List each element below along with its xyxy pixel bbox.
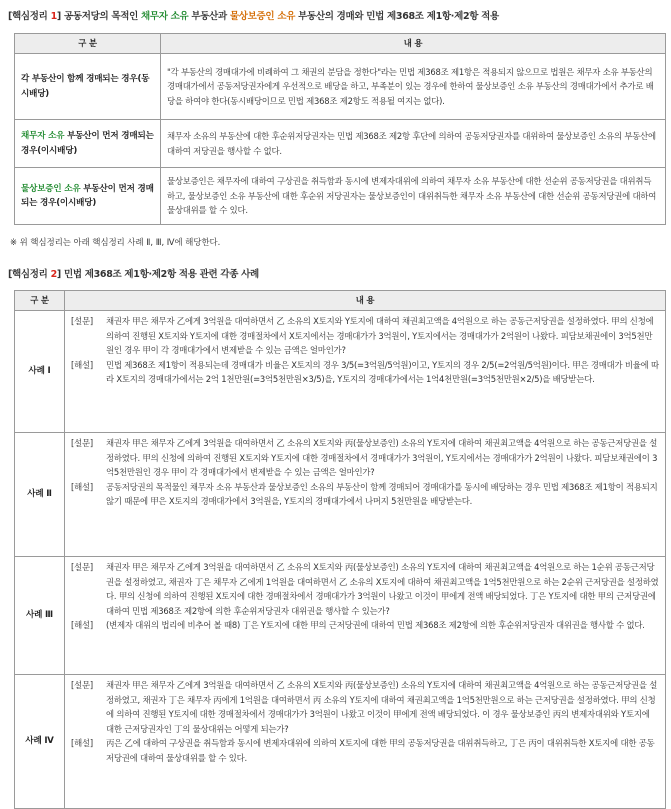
summary1-title-a: 공동저당의 목적인	[60, 11, 141, 22]
question-text: 채권자 甲은 채무자 乙에게 3억원을 대여하면서 乙 소유의 X토지와 丙(물상보증인) 소유의 Y토지에 대하여 채권최고액을 4억원으로 하는 공동근저당권을 설정하였다. 甲의 신청에 의하여 진행된 X토지와 Y토지에 대한 경매절차에서 경매대가가 3억원이, Y토지에서는 경매대가가 2억원이 나왔다. 피담보채권에이 3억5천만원인 경우 甲이 각 경매대가에서 변제받을 수 있는 금액은 얼마인가?	[106, 438, 658, 477]
case-question	[71, 560, 659, 618]
table-row	[15, 120, 666, 168]
summary2-table	[14, 290, 666, 809]
row-category	[15, 54, 161, 120]
question-tag: [설문]	[71, 438, 93, 448]
case-row	[15, 433, 666, 557]
question-tag: [설문]	[71, 562, 93, 572]
question-text: 채권자 甲은 채무자 乙에게 3억원을 대여하면서 乙 소유의 X토지와 丙(물상보증인) 소유의 Y토지에 대하여 채권최고액을 4억원으로 하는 공동근저당권을 설정하였고, 채권자 丁은 채무자 丙에게 1억원을 대여하면서 丙 소유의 Y토지에 대하여 채권최고액을 1억5천만원으로 하는 근저당권을 설정하였다. 甲의 신청에 의하여 진행된 Y토지에 대한 경매절차에서 경매대가가 3억원이 나왔고 이것이 甲에게 전액 배당되었다. 이 경우 물상보증인 丙의 변제자대위와 Y토지에 대한 근저당권자인 丁의 물상대위는 어떻게 되는가?	[106, 680, 658, 734]
case-answer	[71, 358, 659, 387]
col-content: 내 용	[161, 34, 666, 54]
answer-tag: [해설]	[71, 359, 93, 370]
table-row	[15, 168, 666, 225]
row-content: 채무자 소유의 부동산에 대한 후순위저당권자는 민법 제368조 제2항 후단에 의하여 공동저당권자를 대위하여 물상보증인 소유의 부동산에 대하여 저당권을 행사할 수 없다.	[161, 120, 666, 168]
summary1-title	[8, 8, 499, 22]
question-tag: [설문]	[71, 680, 93, 690]
case-row	[15, 311, 666, 433]
summary1-debtor-owned: 채무자 소유	[140, 11, 189, 22]
case-label: 사례 Ⅰ	[15, 311, 65, 433]
case-body	[65, 557, 666, 675]
summary1-title-c: 부동산의 경매와 민법 제368조 제1항·제2항 적용	[295, 11, 499, 22]
row-category-text: 부동산이 먼저 경매되는 경우(이시배당)	[21, 183, 154, 208]
case-answer	[71, 618, 659, 633]
summary1-note: ※ 위 핵심정리는 아래 핵심정리 사례 Ⅱ, Ⅲ, Ⅳ에 해당한다.	[10, 237, 221, 247]
summary1-header-row	[15, 34, 666, 54]
summary1-title-b: 부동산과	[188, 11, 230, 22]
row-category	[15, 120, 161, 168]
row-category-highlight: 채무자 소유	[21, 131, 65, 141]
col-category: 구 분	[15, 34, 161, 54]
case-answer	[71, 480, 659, 509]
summary1-surety-owned: 물상보증인 소유	[229, 11, 296, 22]
question-text: 채권자 甲은 채무자 乙에게 3억원을 대여하면서 乙 소유의 X토지와 丙(물상보증인) 소유의 Y토지에 대하여 채권최고액을 4억원으로 하는 1순위 공동근저당권을 설정하였고, 채권자 丁은 채무자 乙에게 1억원을 대여하면서 乙 소유의 X토지에 대하여 채권최고액을 1억5천만원으로 하는 2순위 근저당권을 설정하였다. 甲의 신청에 의하여 진행된 X토지에 대한 경매절차에서 경매대가가 3억원이 나왔고 이것이 甲에게 전액 배당되었다. 丁은 Y토지에 대한 甲의 근저당권에 대하여 민법 제368조 제2항에 의한 후순위저당권자 대위권을 행사할 수 있는가?	[106, 562, 659, 616]
case-row	[15, 557, 666, 675]
row-content: 물상보증인은 채무자에 대하여 구상권을 취득함과 동시에 변제자대위에 의하여 채무자 소유 부동산에 대한 선순위 공동저당권을 대위취득하고, 물상보증인 소유 부동산에 대한 후순위 저당권자는 물상보증인이 대위취득한 채무자 소유 부동산에 대한 선순위 공동저당권에 대하여 물상대위를 할 수 있다.	[161, 168, 666, 225]
answer-text: 丙은 乙에 대하여 구상권을 취득함과 동시에 변제자대위에 의하여 X토지에 대한 甲의 공동저당권을 대위취득하고, 丁은 丙이 대위취득한 X토지에 대한 공동저당권에 대하여 물상대위를 할 수 있다.	[106, 738, 655, 763]
case-body	[65, 311, 666, 433]
summary2-title-text: 민법 제368조 제1항·제2항 적용 관련 각종 사례	[60, 269, 259, 280]
case-question	[71, 314, 659, 358]
row-content: "각 부동산의 경매대가에 비례하여 그 채권의 분담을 정한다"라는 민법 제368조 제1항은 적용되지 않으므로 법원은 채무자 소유 부동산의 경매대가에서 공동저당권자에게 우선적으로 배당을 하고, 부족분이 있는 경우에 한하여 물상보증인 소유 부동산의 경매대가에서 추가로 배당을 하여야 한다(동시배당이므로 민법 제368조 제2항도 적용될 여지는 없다).	[161, 54, 666, 120]
row-category	[15, 168, 161, 225]
question-tag: [설문]	[71, 316, 93, 326]
question-text: 채권자 甲은 채무자 乙에게 3억원을 대여하면서 乙 소유의 X토지와 Y토지에 대하여 채권최고액을 4억원으로 하는 공동근저당권을 설정하였다. 甲의 신청에 의하여 진행된 X토지와 Y토지에 대한 경매절차에서 X토지에서는 경매대가가 3억원이, Y토지에서는 경매대가가 2억원이 나왔다. 피담보채권에이 3억5천만원인 경우 甲이 각 경매대가에서 변제받을 수 있는 금액은 얼마인가?	[106, 316, 654, 355]
case-label: 사례 Ⅱ	[15, 433, 65, 557]
summary1-label-open: [핵심정리	[8, 11, 48, 22]
case-body	[65, 433, 666, 557]
row-category-text: 각 부동산이 함께 경매되는 경우(동시배당)	[21, 74, 150, 99]
case-question	[71, 436, 659, 480]
col-content: 내 용	[65, 291, 666, 311]
answer-text: 공동저당권의 목적물인 채무자 소유 부동산과 물상보증인 소유의 부동산이 함께 경매되어 경매대가를 동시에 배당하는 경우 민법 제368조 제1항이 적용되지 않기 때문에 甲은 X토지의 경매대가에서 3억원을, Y토지의 경매대가에서 나머지 5천만원을 배당받는다.	[106, 481, 658, 506]
answer-text: (변제자 대위의 법리에 비추어 볼 때8) 丁은 Y토지에 대한 甲의 근저당권에 대하여 민법 제368조 제2항에 의한 후순위저당권자 대위권을 행사할 수 없다.	[106, 620, 645, 630]
case-question	[71, 678, 659, 736]
case-label: 사례 Ⅲ	[15, 557, 65, 675]
answer-tag: [해설]	[71, 738, 93, 748]
summary1-label-close: ]	[56, 11, 61, 22]
summary2-title	[8, 266, 259, 280]
case-body	[65, 675, 666, 809]
summary1-table	[14, 33, 666, 225]
case-answer	[71, 736, 659, 765]
case-label: 사례 Ⅳ	[15, 675, 65, 809]
col-category: 구 분	[15, 291, 65, 311]
row-category-highlight: 물상보증인 소유	[21, 183, 81, 194]
answer-text: 민법 제368조 제1항이 적용되는데 경매대가 비율은 X토지의 경우 3/5(=3억원/5억원)이고, Y토지의 경우 2/5(=2억원/5억원)이다. 甲은 경매대가 비율에 따라 X토지의 경매대가에서는 2억 1천만원(=3억5천만원×3/5)을, Y토지의 경매대가에서는 1억4천만원(=3억5천만원×2/5)을 배당받는다.	[106, 359, 659, 384]
row-category-text: 부동산이 먼저 경매되는 경우(이시배당)	[21, 131, 154, 156]
answer-tag: [해설]	[71, 481, 93, 492]
answer-tag: [해설]	[71, 620, 93, 630]
summary2-number: 2	[50, 269, 57, 280]
summary1-number: 1	[50, 11, 57, 22]
summary2-label-open: [핵심정리	[8, 269, 48, 280]
summary2-label-close: ]	[56, 269, 61, 280]
table-row	[15, 54, 666, 120]
case-row	[15, 675, 666, 809]
summary2-header-row	[15, 291, 666, 311]
